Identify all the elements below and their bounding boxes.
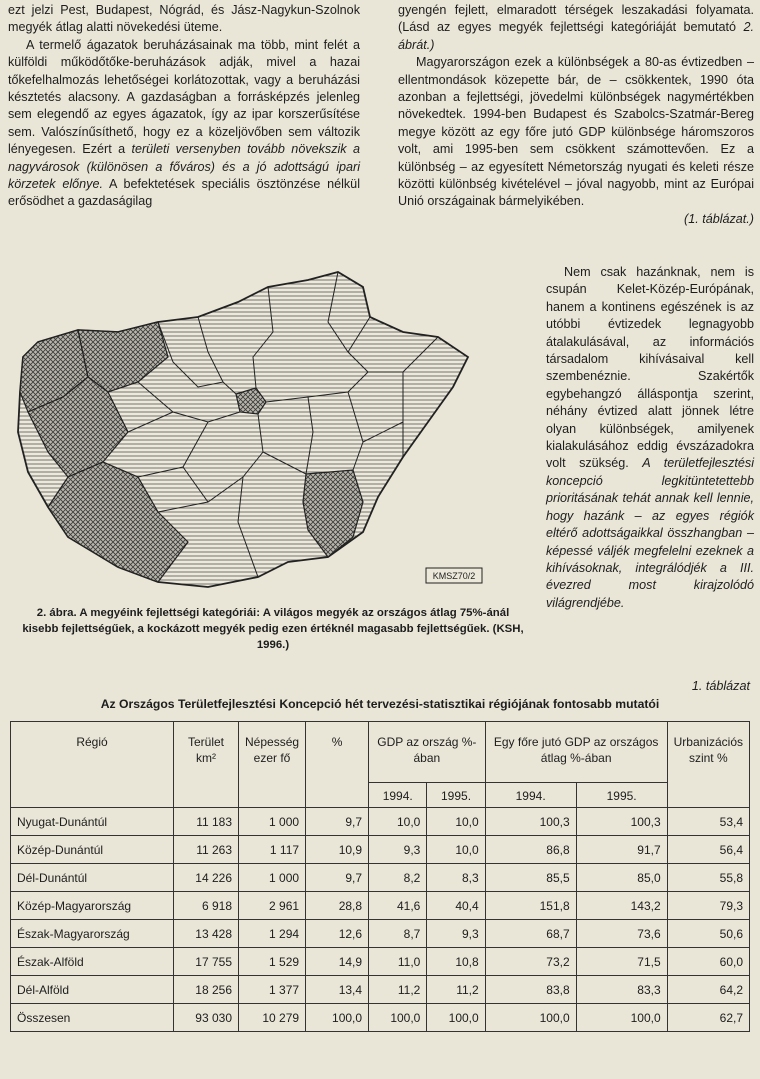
- gdp-pc-1994-cell: 151,8: [485, 892, 576, 920]
- gdp-pc-1994-cell: 100,0: [485, 1004, 576, 1032]
- figure-caption: 2. ábra. A megyéink fejlettségi kategóriái: A világos megyék az országos átlag 75%-ánál kisebb fejlettségűek, a kockázott megyék pedig ezen értéknél magasabb fejlettségűek. (KSH, 1996.): [22, 607, 524, 651]
- table-number-label: 1. táblázat: [691, 679, 750, 693]
- population-cell: 1 117: [239, 836, 306, 864]
- percent-cell: 10,9: [306, 836, 369, 864]
- figure-reference: 2. ábrát.): [398, 20, 754, 52]
- gdp-pc-1994-cell: 73,2: [485, 948, 576, 976]
- area-cell: 11 263: [174, 836, 239, 864]
- header-gdp-per-capita: Egy főre jutó GDP az országos átlag %-ában: [485, 722, 667, 783]
- gdp-pc-1994-cell: 85,5: [485, 864, 576, 892]
- region-name: Közép-Dunántúl: [11, 836, 174, 864]
- table-row: [11, 836, 750, 864]
- right-paragraph-1: [398, 2, 754, 54]
- year-header: 1994.: [485, 783, 576, 808]
- percent-cell: 9,7: [306, 808, 369, 836]
- table-row: [11, 948, 750, 976]
- region-name: Észak-Alföld: [11, 948, 174, 976]
- region-name: Összesen: [11, 1004, 174, 1032]
- table-title: Az Országos Területfejlesztési Koncepció hét tervezési-statisztikai régiójának fontosabb mutatói: [100, 697, 660, 711]
- wrap-text: Nem csak hazánknak, nem is csupán Kelet-Közép-Európának, hanem a kontinens egészének is az utóbbi évtizedek legnagyobb átalakulásával, az információs társadalom kihívásaival kell szembenéznie. Szakértők egybehangzó álláspontja szerint, néhány évtized alatt jönnek létre olyan különbségek, amilyenek kialakulásához eddig évszázadokra volt szükség.: [546, 265, 754, 471]
- population-cell: 1 529: [239, 948, 306, 976]
- gdp-pc-1995-cell: 85,0: [576, 864, 667, 892]
- region-name: Közép-Magyarország: [11, 892, 174, 920]
- gdp-1994-cell: 10,0: [369, 808, 427, 836]
- table-total-row: [11, 1004, 750, 1032]
- population-cell: 1 294: [239, 920, 306, 948]
- percent-cell: 14,9: [306, 948, 369, 976]
- right-text-column: [398, 2, 754, 228]
- year-header: 1995.: [576, 783, 667, 808]
- urban-cell: 62,7: [667, 1004, 749, 1032]
- area-cell: 17 755: [174, 948, 239, 976]
- gdp-1994-cell: 11,0: [369, 948, 427, 976]
- region-name: Dél-Dunántúl: [11, 864, 174, 892]
- gdp-1994-cell: 8,7: [369, 920, 427, 948]
- urban-cell: 56,4: [667, 836, 749, 864]
- gdp-1995-cell: 10,0: [427, 836, 485, 864]
- percent-cell: 12,6: [306, 920, 369, 948]
- gdp-1994-cell: 9,3: [369, 836, 427, 864]
- table-row: [11, 808, 750, 836]
- gdp-pc-1995-cell: 100,0: [576, 1004, 667, 1032]
- gdp-pc-1995-cell: 71,5: [576, 948, 667, 976]
- gdp-1994-cell: 41,6: [369, 892, 427, 920]
- population-cell: 10 279: [239, 1004, 306, 1032]
- left-p2-text: A termelő ágazatok beruházásainak ma több, mint felét a külföldi működőtőke-beruházások adják, mivel a hazai tőkefelhalmozás lehetőségei korlátozottak, vagy a beruházási késztetés alacsony. A gazdaságban a forrásképzés jelenleg sem elegendő az egyes ágazatok, így az ipar korszerűsítése sem. Valószínűsíthető, hogy ez a közeljövőben sem változik lényegesen. Ezért a: [8, 37, 360, 157]
- table-row: [11, 864, 750, 892]
- urban-cell: 55,8: [667, 864, 749, 892]
- area-cell: 93 030: [174, 1004, 239, 1032]
- percent-cell: 100,0: [306, 1004, 369, 1032]
- region-name: Dél-Alföld: [11, 976, 174, 1004]
- header-region: Régió: [11, 722, 174, 808]
- right-p1-text: gyengén fejlett, elmaradott térségek leszakadási folyamata. (Lásd az egyes megyék fejlettségi kategóriáját bemutató: [398, 3, 754, 35]
- gdp-1994-cell: 11,2: [369, 976, 427, 1004]
- percent-cell: 13,4: [306, 976, 369, 1004]
- gdp-1995-cell: 10,8: [427, 948, 485, 976]
- gdp-1995-cell: 9,3: [427, 920, 485, 948]
- area-cell: 6 918: [174, 892, 239, 920]
- year-header: 1994.: [369, 783, 427, 808]
- urban-cell: 79,3: [667, 892, 749, 920]
- year-header: 1995.: [427, 783, 485, 808]
- gdp-pc-1994-cell: 83,8: [485, 976, 576, 1004]
- population-cell: 2 961: [239, 892, 306, 920]
- wrap-emphasis: A területfejlesztési koncepció legkitüntetettebb prioritásának tehát annak kell lennie, hogy hazánk – az egyes régiók eltérő adottságaikkal összhangban – képessé váljék megfelelni ezeknek a kihívásoknak, integrálódjék a III. évezred most kirajzolódó világrendjébe.: [546, 456, 754, 610]
- gdp-1995-cell: 100,0: [427, 1004, 485, 1032]
- percent-cell: 28,8: [306, 892, 369, 920]
- area-cell: 11 183: [174, 808, 239, 836]
- gdp-pc-1995-cell: 83,3: [576, 976, 667, 1004]
- left-p2-text-end: A befektetések speciális ösztönzése nélkül erősödhet a gazdaságilag: [8, 177, 360, 209]
- gdp-1995-cell: 8,3: [427, 864, 485, 892]
- hungary-county-map: [8, 262, 488, 602]
- right-p2-text: Magyarországon ezek a különbségek a 80-as évtizedben – ellentmondások közepette bár, de – csökkentek, 1990 óta azonban a fejlettségi, jövedelmi különbségek nagymértékben növekedtek. 1994-ben Budapest és Szabolcs-Szatmár-Bereg megye között az egy főre jutó GDP különbsége háromszoros volt, ami 1995-ben sem csökkent számottevően. Ez a különbség – az egyesített Németország nyugati és keleti része közötti különbség kivételével – jóval nagyobb, mint az Európai Unió országainak bármelyikében.: [398, 55, 754, 209]
- area-cell: 13 428: [174, 920, 239, 948]
- table-reference: (1. táblázat.): [684, 211, 754, 226]
- percent-cell: 9,7: [306, 864, 369, 892]
- left-text-column: [8, 2, 360, 211]
- urban-cell: 50,6: [667, 920, 749, 948]
- header-percent: %: [306, 722, 369, 808]
- wrap-paragraph: [546, 264, 754, 612]
- population-cell: 1 377: [239, 976, 306, 1004]
- urban-cell: 64,2: [667, 976, 749, 1004]
- map-code-box: [426, 568, 482, 583]
- header-urbanization: Urbanizációs szint %: [667, 722, 749, 808]
- gdp-1995-cell: 10,0: [427, 808, 485, 836]
- gdp-1995-cell: 11,2: [427, 976, 485, 1004]
- population-cell: 1 000: [239, 808, 306, 836]
- header-area: Terület km²: [174, 722, 239, 808]
- gdp-pc-1994-cell: 68,7: [485, 920, 576, 948]
- table-row: [11, 892, 750, 920]
- header-population: Népesség ezer fő: [239, 722, 306, 808]
- table-row: [11, 976, 750, 1004]
- urban-cell: 60,0: [667, 948, 749, 976]
- region-name: Nyugat-Dunántúl: [11, 808, 174, 836]
- region-name: Észak-Magyarország: [11, 920, 174, 948]
- gdp-1995-cell: 40,4: [427, 892, 485, 920]
- gdp-pc-1995-cell: 100,3: [576, 808, 667, 836]
- header-gdp-share: GDP az ország %-ában: [369, 722, 486, 783]
- left-paragraph-1: ezt jelzi Pest, Budapest, Nógrád, és Jász-Nagykun-Szolnok megyék átlag alatti növekedési üteme.: [8, 3, 360, 35]
- regional-indicators-table: [10, 721, 750, 1032]
- right-paragraph-2: [398, 54, 754, 211]
- urban-cell: 53,4: [667, 808, 749, 836]
- wrapped-text-column: [546, 264, 754, 612]
- gdp-pc-1994-cell: 86,8: [485, 836, 576, 864]
- table-row: [11, 920, 750, 948]
- area-cell: 18 256: [174, 976, 239, 1004]
- left-paragraph-2: [8, 37, 360, 211]
- gdp-1994-cell: 100,0: [369, 1004, 427, 1032]
- gdp-1994-cell: 8,2: [369, 864, 427, 892]
- gdp-pc-1995-cell: 143,2: [576, 892, 667, 920]
- area-cell: 14 226: [174, 864, 239, 892]
- left-p2-emphasis: területi versenyben tovább növekszik a nagyvárosok (különösen a főváros) és a jó adottságú ipari körzetek előnye.: [8, 142, 360, 192]
- map-code-label: KMSZ70/2: [432, 571, 476, 581]
- table-header-row: [11, 722, 750, 783]
- gdp-pc-1995-cell: 73,6: [576, 920, 667, 948]
- gdp-pc-1994-cell: 100,3: [485, 808, 576, 836]
- gdp-pc-1995-cell: 91,7: [576, 836, 667, 864]
- population-cell: 1 000: [239, 864, 306, 892]
